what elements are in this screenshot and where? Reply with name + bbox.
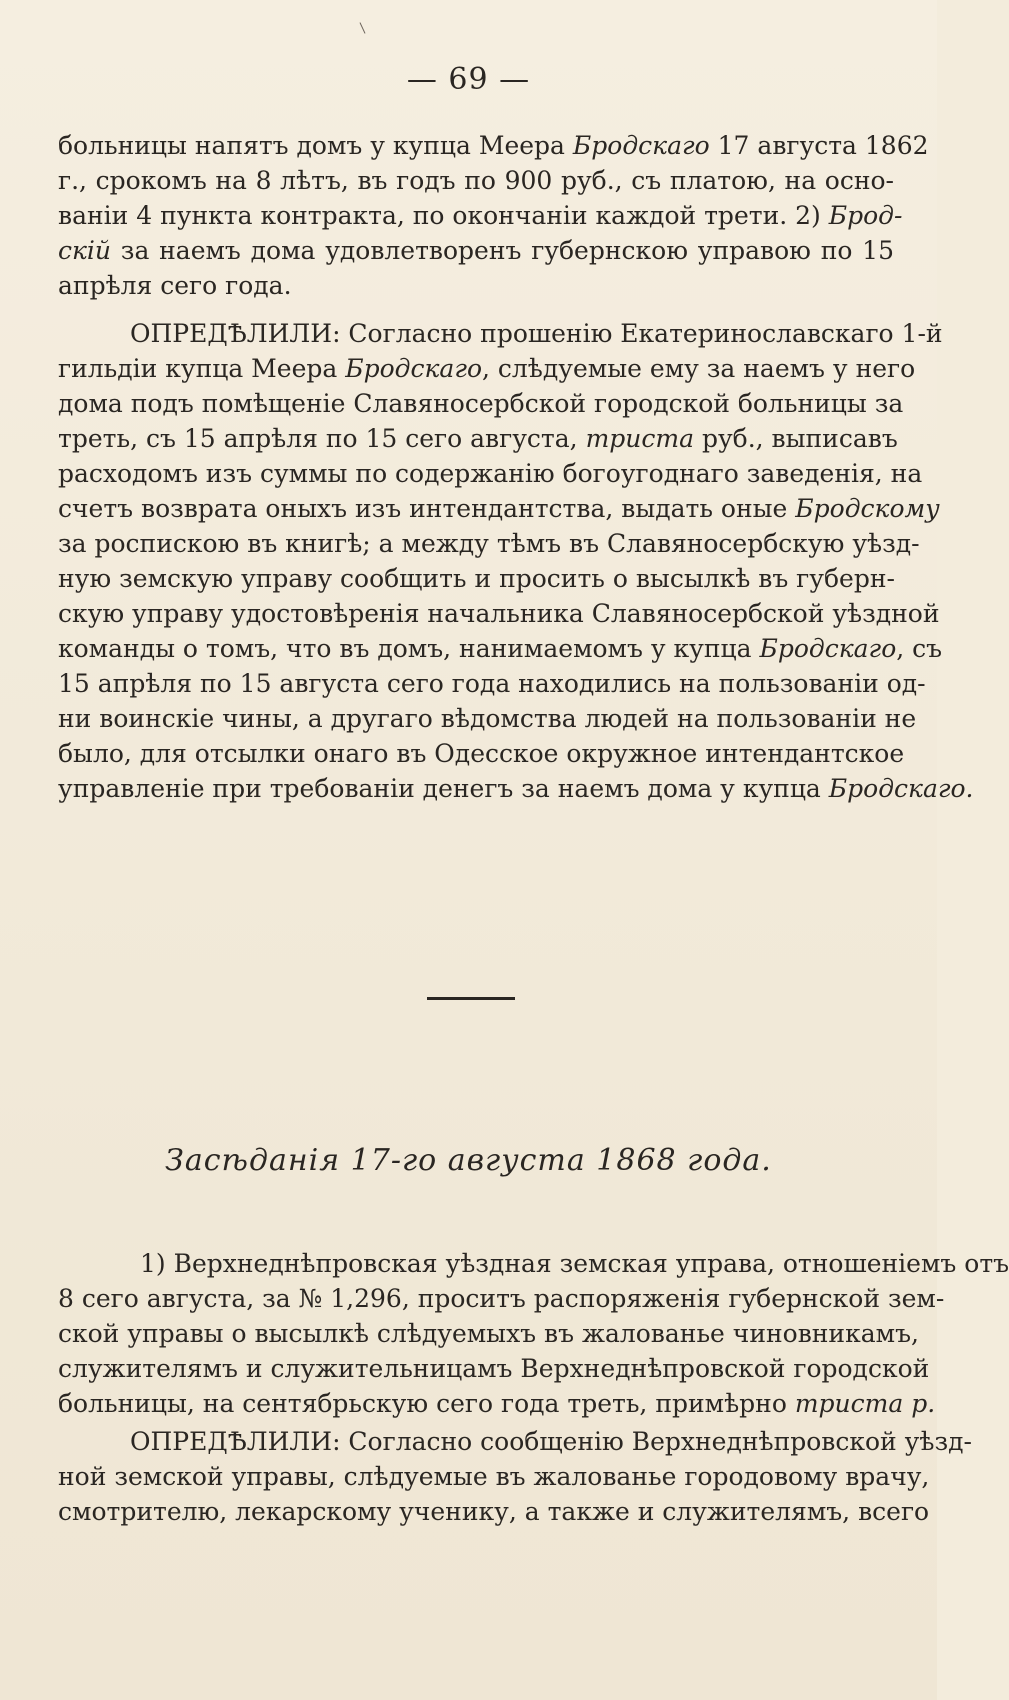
italic-text-run: Бродскаго	[572, 131, 710, 160]
text-run: ной земской управы, слѣдуемые въ жалованье городовому врачу,	[58, 1462, 930, 1491]
text-run: больницы напятъ домъ у купца Меера	[58, 131, 573, 160]
text-line	[58, 268, 894, 303]
text-run: ную земскую управу сообщить и просить о высылкѣ въ губерн-	[58, 564, 895, 593]
text-run: команды о томъ, что въ домъ, нанимаемомъ у купца	[58, 634, 760, 663]
text-run: служителямъ и служительницамъ Верхнеднѣпровской городской	[58, 1354, 930, 1383]
paragraph-resolution-verkhnedneprovsk	[58, 1424, 972, 1529]
paragraph-hospital-rent	[58, 128, 929, 303]
text-line	[58, 163, 894, 198]
text-run: 1) Верхнеднѣпровская уѣздная земская управа, отношеніемъ отъ	[140, 1249, 1009, 1278]
text-line	[58, 128, 929, 163]
text-run: гильдіи купца Меера	[58, 354, 346, 383]
text-run: было, для отсылки онаго въ Одесское окружное интендантское	[58, 739, 905, 768]
italic-text-run: Бродскому	[795, 494, 940, 523]
text-line	[58, 771, 974, 806]
text-line	[58, 456, 923, 491]
italic-text-run: Бродскаго	[345, 354, 483, 383]
text-line	[58, 526, 920, 561]
text-run: апрѣля сего года.	[58, 271, 292, 300]
italic-text-run: триста р.	[794, 1389, 936, 1418]
text-line	[58, 1386, 936, 1421]
text-run: ской управы о высылкѣ слѣдуемыхъ въ жалованье чиновникамъ,	[58, 1319, 919, 1348]
text-line	[58, 351, 916, 386]
text-line	[58, 701, 917, 736]
text-run: 15 апрѣля по 15 августа сего года находились на пользованіи од-	[58, 669, 926, 698]
text-run: скую управу удостовѣренія начальника Славяносербской уѣздной	[58, 599, 940, 628]
text-line	[58, 386, 904, 421]
text-run: ОПРЕДѢЛИЛИ: Согласно сообщенію Верхнеднѣпровской уѣзд-	[130, 1427, 972, 1456]
text-run: треть, съ 15 апрѣля по 15 сего августа,	[58, 424, 586, 453]
text-line	[58, 316, 943, 351]
text-run: дома подъ помѣщеніе Славяносербской городской больницы за	[58, 389, 904, 418]
italic-text-run: Бродскаго.	[828, 774, 974, 803]
text-line	[58, 491, 940, 526]
text-run: счетъ возврата оныхъ изъ интендантства, выдать оные	[58, 494, 796, 523]
text-line	[58, 1459, 930, 1494]
text-line	[58, 736, 905, 771]
text-run: , слѣдуемые ему за наемъ у него	[482, 354, 916, 383]
text-line	[58, 1351, 930, 1386]
text-line	[58, 1246, 1009, 1281]
text-line	[58, 421, 898, 456]
text-run: смотрителю, лекарскому ученику, а также и служителямъ, всего	[58, 1497, 930, 1526]
text-run: больницы, на сентябрьскую сего года треть, примѣрно	[58, 1389, 795, 1418]
text-run: ОПРЕДѢЛИЛИ: Согласно прошенію Екатеринославскаго 1-й	[130, 319, 943, 348]
text-line	[58, 596, 940, 631]
text-run: управленіе при требованіи денегъ за наемъ дома у купца	[58, 774, 829, 803]
text-line	[58, 561, 894, 596]
text-run: , съ	[896, 634, 943, 663]
text-run: за наемъ дома удовлетворенъ губернскою управою по 15	[111, 236, 894, 265]
stray-mark	[360, 22, 366, 33]
italic-text-run: триста	[585, 424, 694, 453]
text-run: за роспискою въ книгѣ; а между тѣмъ въ Славяносербскую уѣзд-	[58, 529, 920, 558]
text-run: 8 сего августа, за № 1,296, проситъ распоряженія губернской зем-	[58, 1284, 945, 1313]
paragraph-resolution-brodsky	[58, 316, 974, 806]
italic-text-run: Бродскаго	[759, 634, 897, 663]
text-run: г., срокомъ на 8 лѣтъ, въ годъ по 900 руб., съ платою, на осно-	[58, 166, 894, 195]
text-line	[58, 631, 943, 666]
session-heading: Засѣданія 17-го августа 1868 года.	[165, 1143, 772, 1178]
text-line	[58, 1424, 972, 1459]
section-divider	[427, 997, 515, 1000]
text-run: расходомъ изъ суммы по содержанію богоугоднаго заведенія, на	[58, 459, 923, 488]
text-run: руб., выписавъ	[694, 424, 898, 453]
italic-text-run: скій	[58, 236, 112, 265]
text-run: ни воинскіе чины, а другаго вѣдомства людей на пользованіи не	[58, 704, 917, 733]
text-run: ваніи 4 пункта контракта, по окончаніи каждой трети. 2)	[58, 201, 829, 230]
text-line	[58, 666, 926, 701]
text-run: 17 августа 1862	[709, 131, 929, 160]
paragraph-verkhnedneprovsk-request	[58, 1246, 1009, 1421]
italic-text-run: Брод-	[828, 201, 903, 230]
text-line	[58, 1281, 945, 1316]
text-line	[58, 1494, 930, 1529]
page-number: — 69 —	[406, 62, 531, 97]
text-line	[58, 198, 903, 233]
text-line	[58, 1316, 919, 1351]
text-line	[58, 233, 894, 268]
